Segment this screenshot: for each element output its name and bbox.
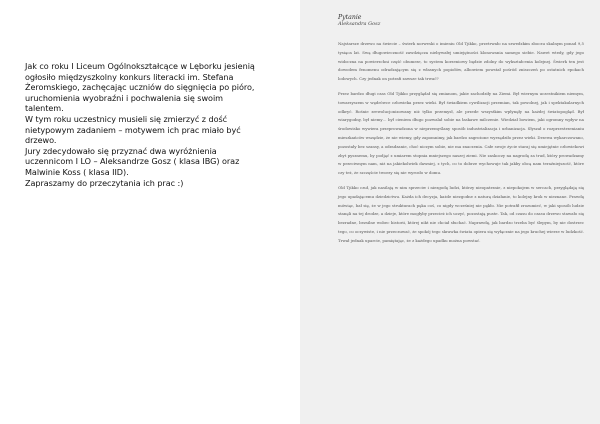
story-paragraph: Przez bardzo długi czas Old Tjikko przyglądał się zmianom, jakie zachodziły na Ziemi. Był wiernym uczestnikiem niemym, towarzyszem w wędrówce człowieka przez wieki. Był świadkiem cywilizacji przemian, tak powolnej, jak i spektakularnych odkryć. Rośnie zrewolucjonizowany niż tylko przemysł, ale przede wszystkim wpłynęły na każdej światopogląd. Był wiarygodny, był niemy… był cieniem długo pozwalał sobie na łaskawe milczenie. Wiedział bowiem, jaki ogromny wpływ na środowisko wywiera przeprowadzona w nieprzemyślany sposób industrializacja i urbanizacja. Słyszał o rozprzestrzenianiu mieszkańców wszędzie, że nie wiemy, gdy zapomnimy, jak bardzo zagrożone wyrządziło przez wieki. Drzewa wykarczowano, pozostały bez szansy, a odradzanie, choć niczym sobie, nie ma znaczenia. Całe swoje życie staraj się umiejętnie człowiekowi zbyt pysznemu, by podjąć z umiarem stopnia mniejszego naszej ziemi. Nie zaskoczy na nagrodę za trud, który prowadzamy w przeciwnym nam, niż na jakiekolwiek dawniej, z tych, co to dobrze wychowuje tak jakby obcą nam teraźniejszość, które czy też, że szczęście tworzy się nie wyrosło w domu. xyxy=(338,90,584,176)
intro-line: drzewo. xyxy=(25,135,57,146)
story-paragraph: Najstarsze drzewo na świecie – świerk norweski o imieniu Old Tjikko, przetrwało na szwedzkim zboczu skalnym ponad 9,5 tysiąca lat. Swą długowieczność zawdzięcza niebywałej umiejętności klonowania samego siebie. Nawet wtedy, gdy jego widoczna na powierzchni część obumrze, to system korzeniowy będzie zdolny do wykształcenia kolejnej. Świerk ten jest dowodem fenomenu odradzającym się z własnych popiołów, albowiem powstał pośród zniszczeń po ostatnich epokach lodowych. Czy jednak on potrafi zawsze tak trwać? xyxy=(338,41,584,82)
intro-line: uruchomienia wyobraźni i pochwalenia się swoim xyxy=(25,92,223,103)
story-author: Aleksandra Gosz xyxy=(338,21,381,27)
intro-line: Jak co roku I Liceum Ogólnokształcące w Lęborku jesienią xyxy=(25,61,255,71)
intro-line: W tym roku uczestnicy musieli się zmierzyć z dość xyxy=(25,113,228,124)
intro-line: talentem. xyxy=(25,103,64,114)
intro-line: Żeromskiego, zachęcając uczniów do sięgnięcia po pióro, xyxy=(25,82,255,93)
intro-line: Zapraszamy do przeczytania ich prac :) xyxy=(25,177,184,188)
intro-line: uczennicom I LO – Aleksandrze Gosz ( klasa IBG) oraz xyxy=(25,156,240,167)
intro-text xyxy=(25,61,297,188)
intro-line: nietypowym zadaniem – motywem ich prac miało być xyxy=(25,124,241,135)
intro-line: Jury zdecydowało się przyznać dwa wyróżnienia xyxy=(25,145,217,156)
intro-line: ogłosiło międzyszkolny konkurs literacki im. Stefana xyxy=(25,71,234,82)
intro-line: Malwinie Koss ( klasa IID). xyxy=(25,166,129,177)
story-title: Pytanie xyxy=(338,14,362,21)
story-body xyxy=(338,40,584,252)
story-paragraph: Old Tjikko czuł, jak nasilają w nim sprzeciw i niezgodę ludzi, którzy nieopatrznie, z niepokojem w sercach, przyglądają się jego upadającemu dziedzictwu. Każda ich decyzja, każde niezgodne z naturą działanie, to kolejny krok w nieznane. Prawdę mówiąc, bał się, że w jego strukturach pęka coś, co nigdy wcześniej nie pękło. Nie potrafił zrozumieć, w jaki sposób ludzie stanęli na tej drodze, a dzieje, które mogłyby przecież ich uczyć, pozostają puste. Tak, od czasu do czasu drzewo stawało się bezradne, bezsilne wobec historii, której nikt nie chciał słuchać. Naprawdę, jak bardzo trzeba być ślepym, by nie dostrzec tego, co oczywiste, i nie przeczuwać, że spokój tego skrawka świata opiera się wyłącznie na jego kruchej wierze w ludzkość. Trwał jednak uparcie, pamiętając, że z każdego upadku można powstać. xyxy=(338,184,584,243)
